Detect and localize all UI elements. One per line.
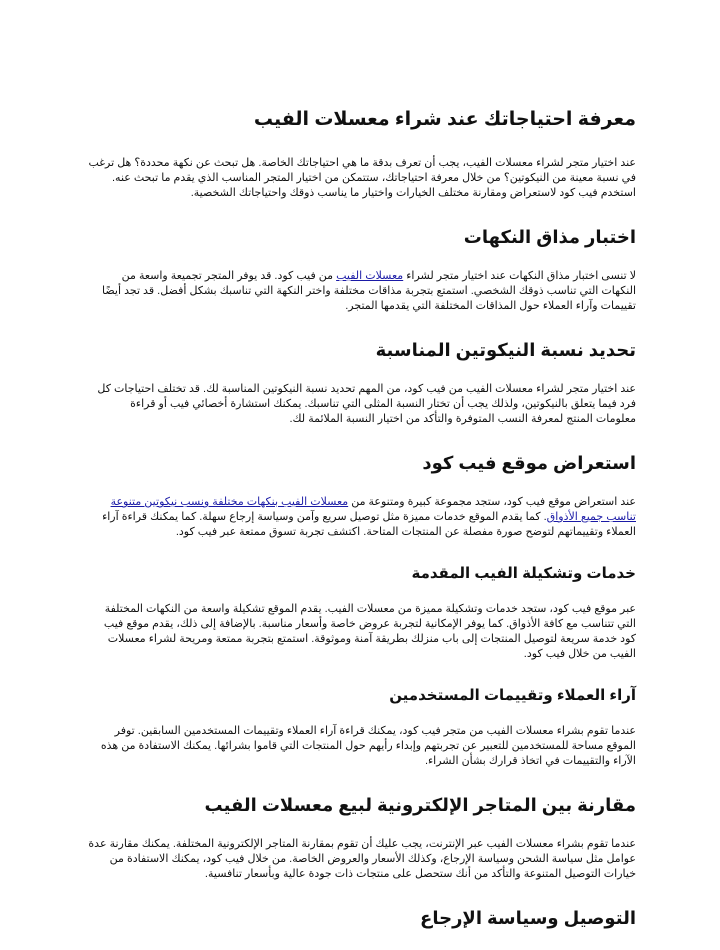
section-heading-flavors: اختبار مذاق النكهات: [463, 227, 636, 247]
page-title: معرفة احتياجاتك عند شراء معسلات الفيب: [253, 109, 636, 130]
article: [88, 108, 636, 950]
section-paragraph-comparison: عندما تقوم بشراء معسلات الفيب عبر الإنترنت، يجب عليك أن تقوم بمقارنة المتاجر الإلكترونية المختلفة. يمكنك مقارنة عدة عوامل مثل سياسة الشحن وسياسة الإرجاع، وكذلك الأسعار والعروض الخاصة. من خلال فيب كود، يمكنك الاستفادة من خيارات التوصيل المتنوعة والتأكد من أنك ستحصل على منتجات ذات جودة عالية وبأسعار تنافسية.: [88, 838, 636, 880]
section-heading-nicotine: تحديد نسبة النيكوتين المناسبة: [375, 340, 636, 360]
link-vape-molasses[interactable]: معسلات الفيب: [336, 270, 404, 282]
intro-paragraph: عند اختيار متجر لشراء معسلات الفيب، يجب أن تعرف بدقة ما هي احتياجاتك الخاصة. هل تبحث عن نكهة محددة؟ هل ترغب في نسبة معينة من النيكوتين؟ من خلال معرفة احتياجاتك، ستتمكن من اختيار المتجر المناسب الذي يقدم ما تبحث عنه. استخدم فيب كود لاستعراض ومقارنة مختلف الخيارات واختيار ما يناسب ذوقك واحتياجاتك الشخصية.: [88, 157, 636, 199]
section-paragraph-site-review: [88, 495, 636, 540]
link-vape-flavors[interactable]: معسلات الفيب بنكهات مختلفة ونسب نيكوتين متنوعة تناسب جميع الأذواق: [110, 496, 636, 523]
section-paragraph-services: عبر موقع فيب كود، ستجد خدمات وتشكيلة مميزة من معسلات الفيب. يقدم الموقع تشكيلة واسعة من النكهات المختلفة التي تتناسب مع كافة الأذواق. كما يوفر الإمكانية لتجربة عروض خاصة وأسعار مناسبة. بالإضافة إلى ذلك، يقدم موقع فيب كود خدمة سريعة لتوصيل المنتجات إلى باب منزلك بطريقة آمنة وموثوقة. استمتع بتجربة ممتعة ومريحة لشراء معسلات الفيب من خلال فيب كود.: [103, 603, 636, 660]
section-heading-delivery: التوصيل وسياسة الإرجاع: [420, 908, 636, 928]
section-heading-reviews: آراء العملاء وتقييمات المستخدمين: [389, 687, 636, 704]
paragraph-text: لا تنسى اختبار مذاق النكهات عند اختيار متجر لشراء: [403, 270, 636, 282]
paragraph-text: من فيب كود. قد يوفر المتجر تجميعة واسعة من النكهات التي تناسب ذوقك الشخصي. استمتع بتجربة مذاقات مختلفة واختر النكهة التي تناسبك بشكل أفضل. قد تجد أيضًا تقييمات وآراء العملاء حول المذاقات المختلفة التي يقدمها المتجر.: [102, 270, 636, 312]
section-heading-services: خدمات وتشكيلة الفيب المقدمة: [411, 565, 636, 582]
paragraph-text: عند استعراض موقع فيب كود، ستجد مجموعة كبيرة ومتنوعة من: [348, 496, 636, 508]
section-paragraph-flavors: [88, 269, 636, 314]
paragraph-text: . كما يقدم الموقع خدمات مميزة مثل توصيل سريع وآمن وسياسة إرجاع سهلة. كما يمكنك قراءة آراء العملاء وتقييماتهم لتوضح صورة مفصلة عن المنتجات المتاحة. اكتشف تجربة تسوق ممتعة عبر فيب كود.: [102, 511, 636, 538]
section-heading-site-review: استعراض موقع فيب كود: [422, 453, 636, 473]
section-paragraph-reviews: عندما تقوم بشراء معسلات الفيب من متجر فيب كود، يمكنك قراءة آراء العملاء وتقييمات المستخدمين السابقين. توفر الموقع مساحة للمستخدمين للتعبير عن تجربتهم وإبداء رأيهم حول المنتجات التي قاموا بشرائها. يمكنك الاستفادة من هذه الآراء والتقييمات في اتخاذ قرارك بشأن الشراء.: [100, 725, 636, 767]
section-heading-comparison: مقارنة بين المتاجر الإلكترونية لبيع معسلات الفيب: [204, 795, 636, 815]
section-paragraph-nicotine: عند اختيار متجر لشراء معسلات الفيب من فيب كود، من المهم تحديد نسبة النيكوتين المناسبة لك. قد تختلف احتياجات كل فرد فيما يتعلق بالنيكوتين، ولذلك يجب أن تختار النسبة المثلى التي تناسبك. يمكنك استشارة أخصائي فيب أو قراءة معلومات المنتج لمعرفة النسب المتوفرة والتأكد من اختيار النسبة الملائمة لك.: [97, 383, 636, 425]
